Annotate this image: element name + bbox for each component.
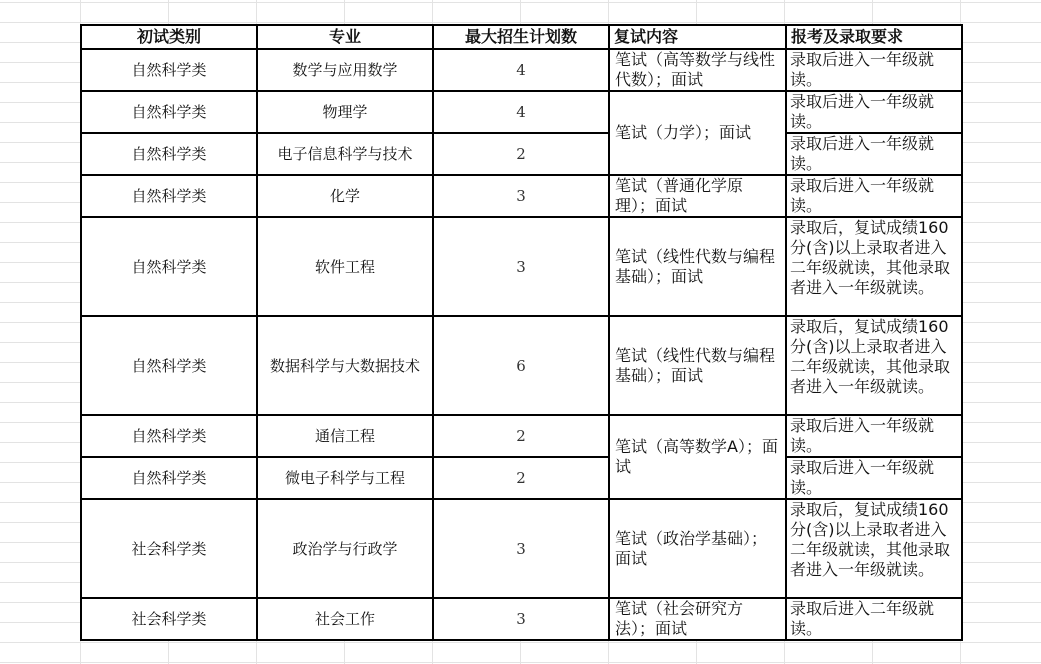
requirement-cell: 录取后，复试成绩160分(含)以上录取者进入二年级就读，其他录取者进入一年级就读。 — [786, 499, 962, 598]
exam-cell: 笔试（高等数学与线性代数）；面试 — [609, 49, 786, 91]
header-exam: 复试内容 — [609, 25, 786, 49]
table-row — [81, 49, 962, 91]
exam-cell: 笔试（线性代数与编程基础）；面试 — [609, 316, 786, 415]
exam-cell: 笔试（社会研究方法）；面试 — [609, 598, 786, 640]
quota-cell: 2 — [433, 133, 609, 175]
category-cell: 社会科学类 — [81, 598, 257, 640]
quota-cell: 3 — [433, 499, 609, 598]
table-row — [81, 598, 962, 640]
major-cell: 物理学 — [257, 91, 433, 133]
requirement-cell: 录取后进入二年级就读。 — [786, 598, 962, 640]
header-quota: 最大招生计划数 — [433, 25, 609, 49]
requirement-cell: 录取后进入一年级就读。 — [786, 175, 962, 217]
category-cell: 自然科学类 — [81, 316, 257, 415]
quota-cell: 4 — [433, 49, 609, 91]
exam-cell: 笔试（政治学基础）；面试 — [609, 499, 786, 598]
requirement-cell: 录取后，复试成绩160分(含)以上录取者进入二年级就读，其他录取者进入一年级就读。 — [786, 217, 962, 316]
table-row — [81, 175, 962, 217]
table-row — [81, 91, 962, 133]
requirement-cell: 录取后进入一年级就读。 — [786, 415, 962, 457]
exam-cell: 笔试（普通化学原理）；面试 — [609, 175, 786, 217]
category-cell: 自然科学类 — [81, 175, 257, 217]
quota-cell: 3 — [433, 217, 609, 316]
exam-cell: 笔试（高等数学A）；面试 — [609, 415, 786, 499]
header-row — [81, 25, 962, 49]
requirement-cell: 录取后，复试成绩160分(含)以上录取者进入二年级就读，其他录取者进入一年级就读。 — [786, 316, 962, 415]
major-cell: 社会工作 — [257, 598, 433, 640]
major-cell: 化学 — [257, 175, 433, 217]
major-cell: 电子信息科学与技术 — [257, 133, 433, 175]
quota-cell: 2 — [433, 457, 609, 499]
table-row — [81, 457, 962, 499]
category-cell: 自然科学类 — [81, 415, 257, 457]
quota-cell: 3 — [433, 598, 609, 640]
requirement-cell: 录取后进入一年级就读。 — [786, 457, 962, 499]
header-category: 初试类别 — [81, 25, 257, 49]
category-cell: 自然科学类 — [81, 457, 257, 499]
category-cell: 自然科学类 — [81, 217, 257, 316]
requirement-cell: 录取后进入一年级就读。 — [786, 91, 962, 133]
table-row — [81, 316, 962, 415]
major-cell: 数学与应用数学 — [257, 49, 433, 91]
major-cell: 微电子科学与工程 — [257, 457, 433, 499]
table-row — [81, 415, 962, 457]
major-cell: 软件工程 — [257, 217, 433, 316]
major-cell: 数据科学与大数据技术 — [257, 316, 433, 415]
table-row — [81, 499, 962, 598]
requirement-cell: 录取后进入一年级就读。 — [786, 133, 962, 175]
quota-cell: 3 — [433, 175, 609, 217]
quota-cell: 4 — [433, 91, 609, 133]
category-cell: 自然科学类 — [81, 91, 257, 133]
exam-cell: 笔试（力学）；面试 — [609, 91, 786, 175]
category-cell: 自然科学类 — [81, 133, 257, 175]
table-row — [81, 133, 962, 175]
category-cell: 社会科学类 — [81, 499, 257, 598]
major-cell: 政治学与行政学 — [257, 499, 433, 598]
table-row — [81, 217, 962, 316]
requirement-cell: 录取后进入一年级就读。 — [786, 49, 962, 91]
quota-cell: 6 — [433, 316, 609, 415]
exam-cell: 笔试（线性代数与编程基础）；面试 — [609, 217, 786, 316]
admissions-table — [80, 24, 963, 641]
header-requirement: 报考及录取要求 — [786, 25, 962, 49]
category-cell: 自然科学类 — [81, 49, 257, 91]
major-cell: 通信工程 — [257, 415, 433, 457]
header-major: 专业 — [257, 25, 433, 49]
quota-cell: 2 — [433, 415, 609, 457]
